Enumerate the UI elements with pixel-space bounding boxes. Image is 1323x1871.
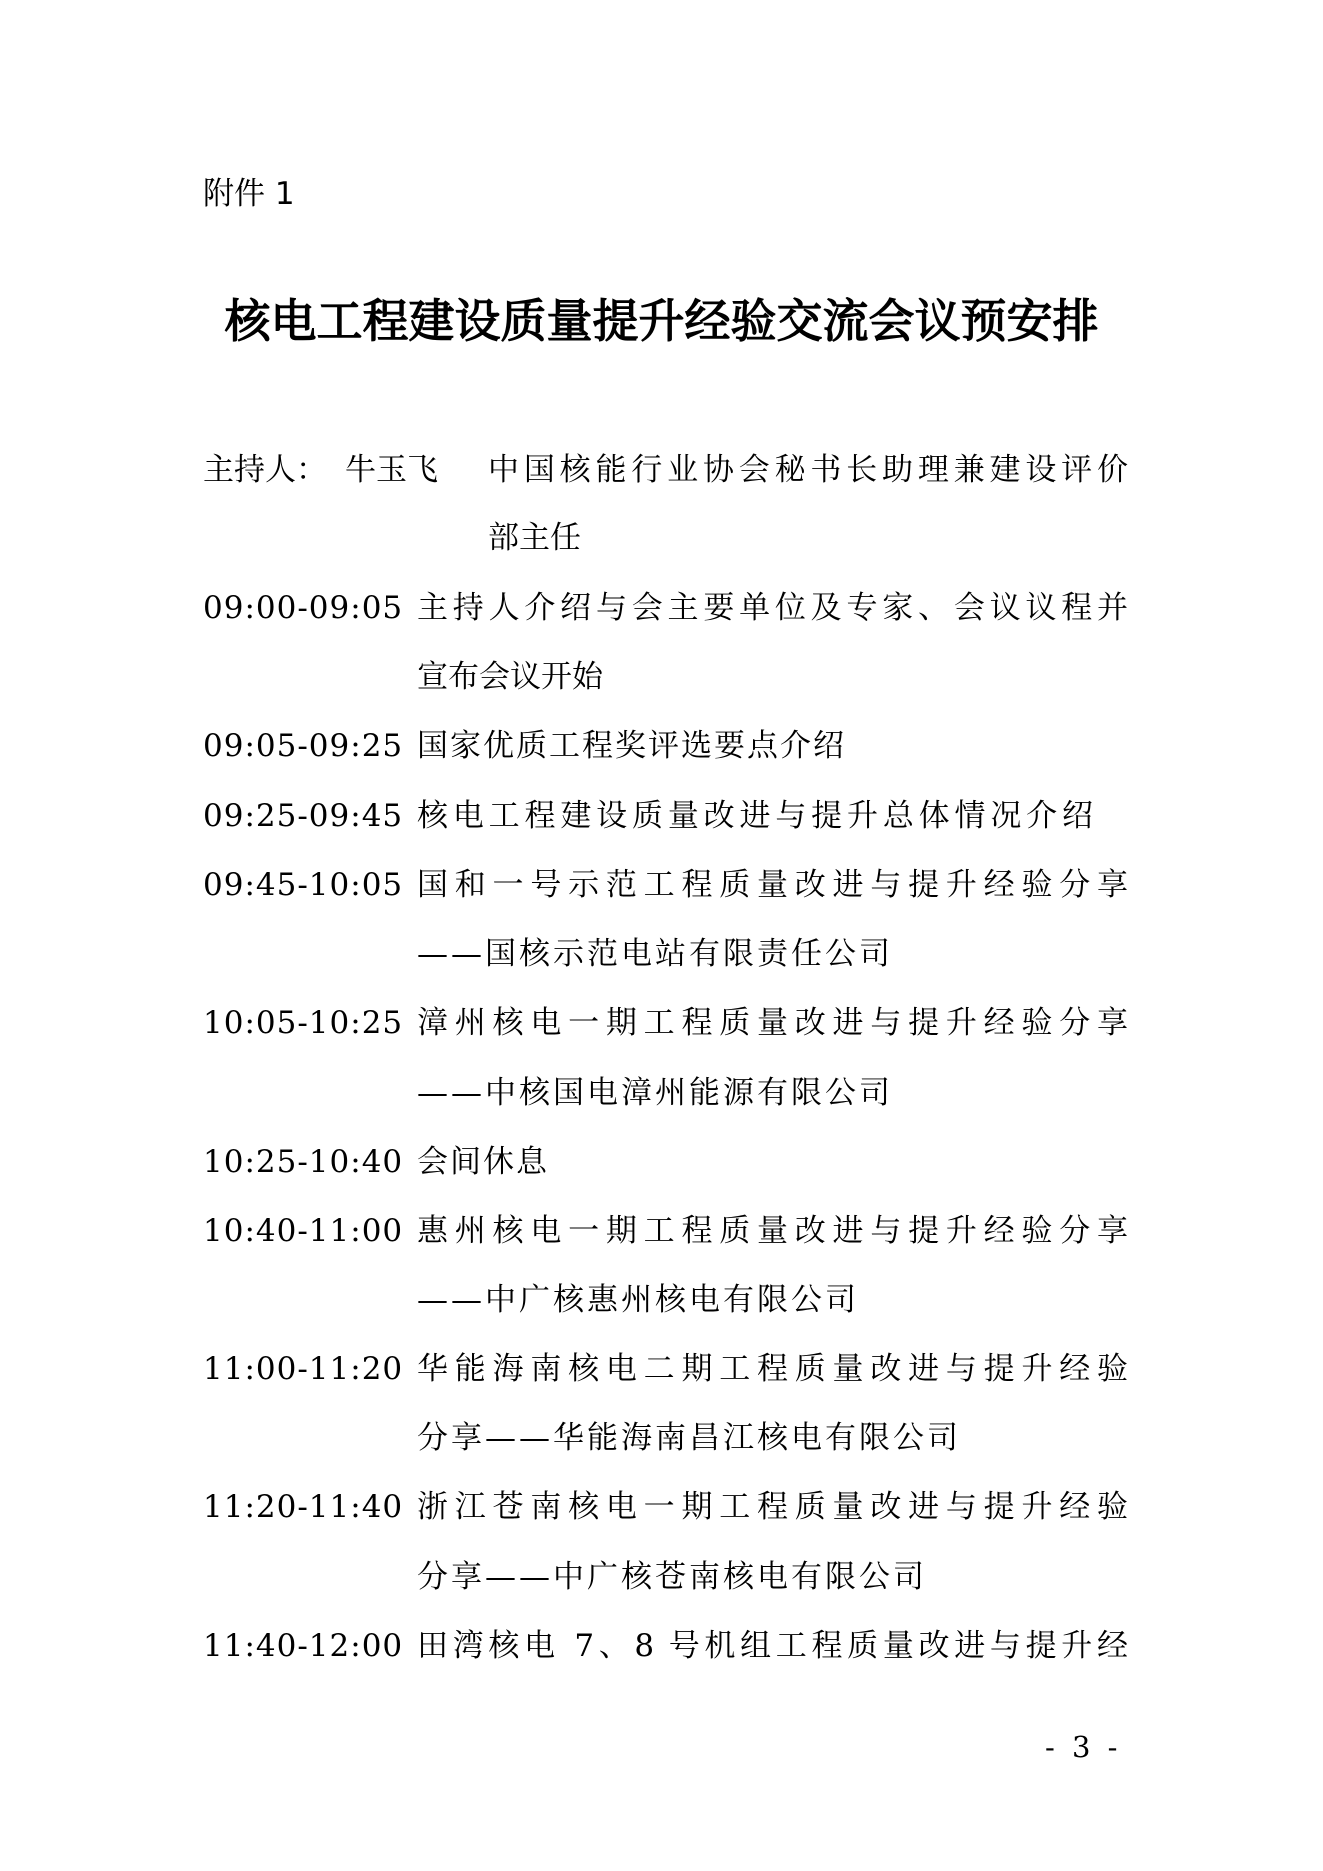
- agenda-time: 11:40-12:00: [203, 1628, 404, 1664]
- agenda-topic: 田湾核电 7、8 号机组工程质量改进与提升经: [417, 1628, 1128, 1664]
- agenda-time: 10:25-10:40: [203, 1144, 404, 1180]
- page-title: 核电工程建设质量提升经验交流会议预安排: [224, 294, 1099, 348]
- agenda-topic: 浙江苍南核电一期工程质量改进与提升经验: [417, 1489, 1128, 1525]
- agenda-time: 09:45-10:05: [203, 867, 404, 903]
- agenda-topic: 华能海南核电二期工程质量改进与提升经验: [417, 1351, 1128, 1387]
- host-title-line2: 部主任: [488, 520, 581, 556]
- agenda-topic: 国家优质工程奖评选要点介绍: [417, 728, 846, 764]
- host-name: 牛玉飞: [345, 452, 438, 488]
- agenda-topic-continued: ——国核示范电站有限责任公司: [417, 936, 893, 972]
- agenda-time: 11:00-11:20: [203, 1351, 404, 1387]
- agenda-topic-continued: ——中核国电漳州能源有限公司: [417, 1075, 893, 1111]
- attachment-label: 附件 1: [203, 176, 295, 212]
- agenda-time: 10:05-10:25: [203, 1005, 404, 1041]
- agenda-topic: 惠州核电一期工程质量改进与提升经验分享: [417, 1213, 1128, 1249]
- agenda-topic-continued: 宣布会议开始: [417, 659, 603, 695]
- agenda-time: 09:00-09:05: [203, 590, 404, 626]
- agenda-topic-continued: 分享——华能海南昌江核电有限公司: [417, 1420, 961, 1456]
- agenda-time: 11:20-11:40: [203, 1489, 404, 1525]
- agenda-topic: 核电工程建设质量改进与提升总体情况介绍: [417, 798, 1093, 834]
- page-number: - 3 -: [1045, 1730, 1122, 1764]
- agenda-topic: 国和一号示范工程质量改进与提升经验分享: [417, 867, 1128, 903]
- agenda-topic-continued: ——中广核惠州核电有限公司: [417, 1282, 859, 1318]
- agenda-time: 09:25-09:45: [203, 798, 404, 834]
- agenda-topic-continued: 分享——中广核苍南核电有限公司: [417, 1559, 927, 1595]
- agenda-time: 10:40-11:00: [203, 1213, 404, 1249]
- host-label: 主持人：: [203, 452, 327, 488]
- agenda-time: 09:05-09:25: [203, 728, 404, 764]
- agenda-topic: 主持人介绍与会主要单位及专家、会议议程并: [417, 590, 1128, 626]
- agenda-topic: 会间休息: [417, 1144, 549, 1180]
- host-title-line1: 中国核能行业协会秘书长助理兼建设评价: [488, 452, 1128, 488]
- agenda-topic: 漳州核电一期工程质量改进与提升经验分享: [417, 1005, 1128, 1041]
